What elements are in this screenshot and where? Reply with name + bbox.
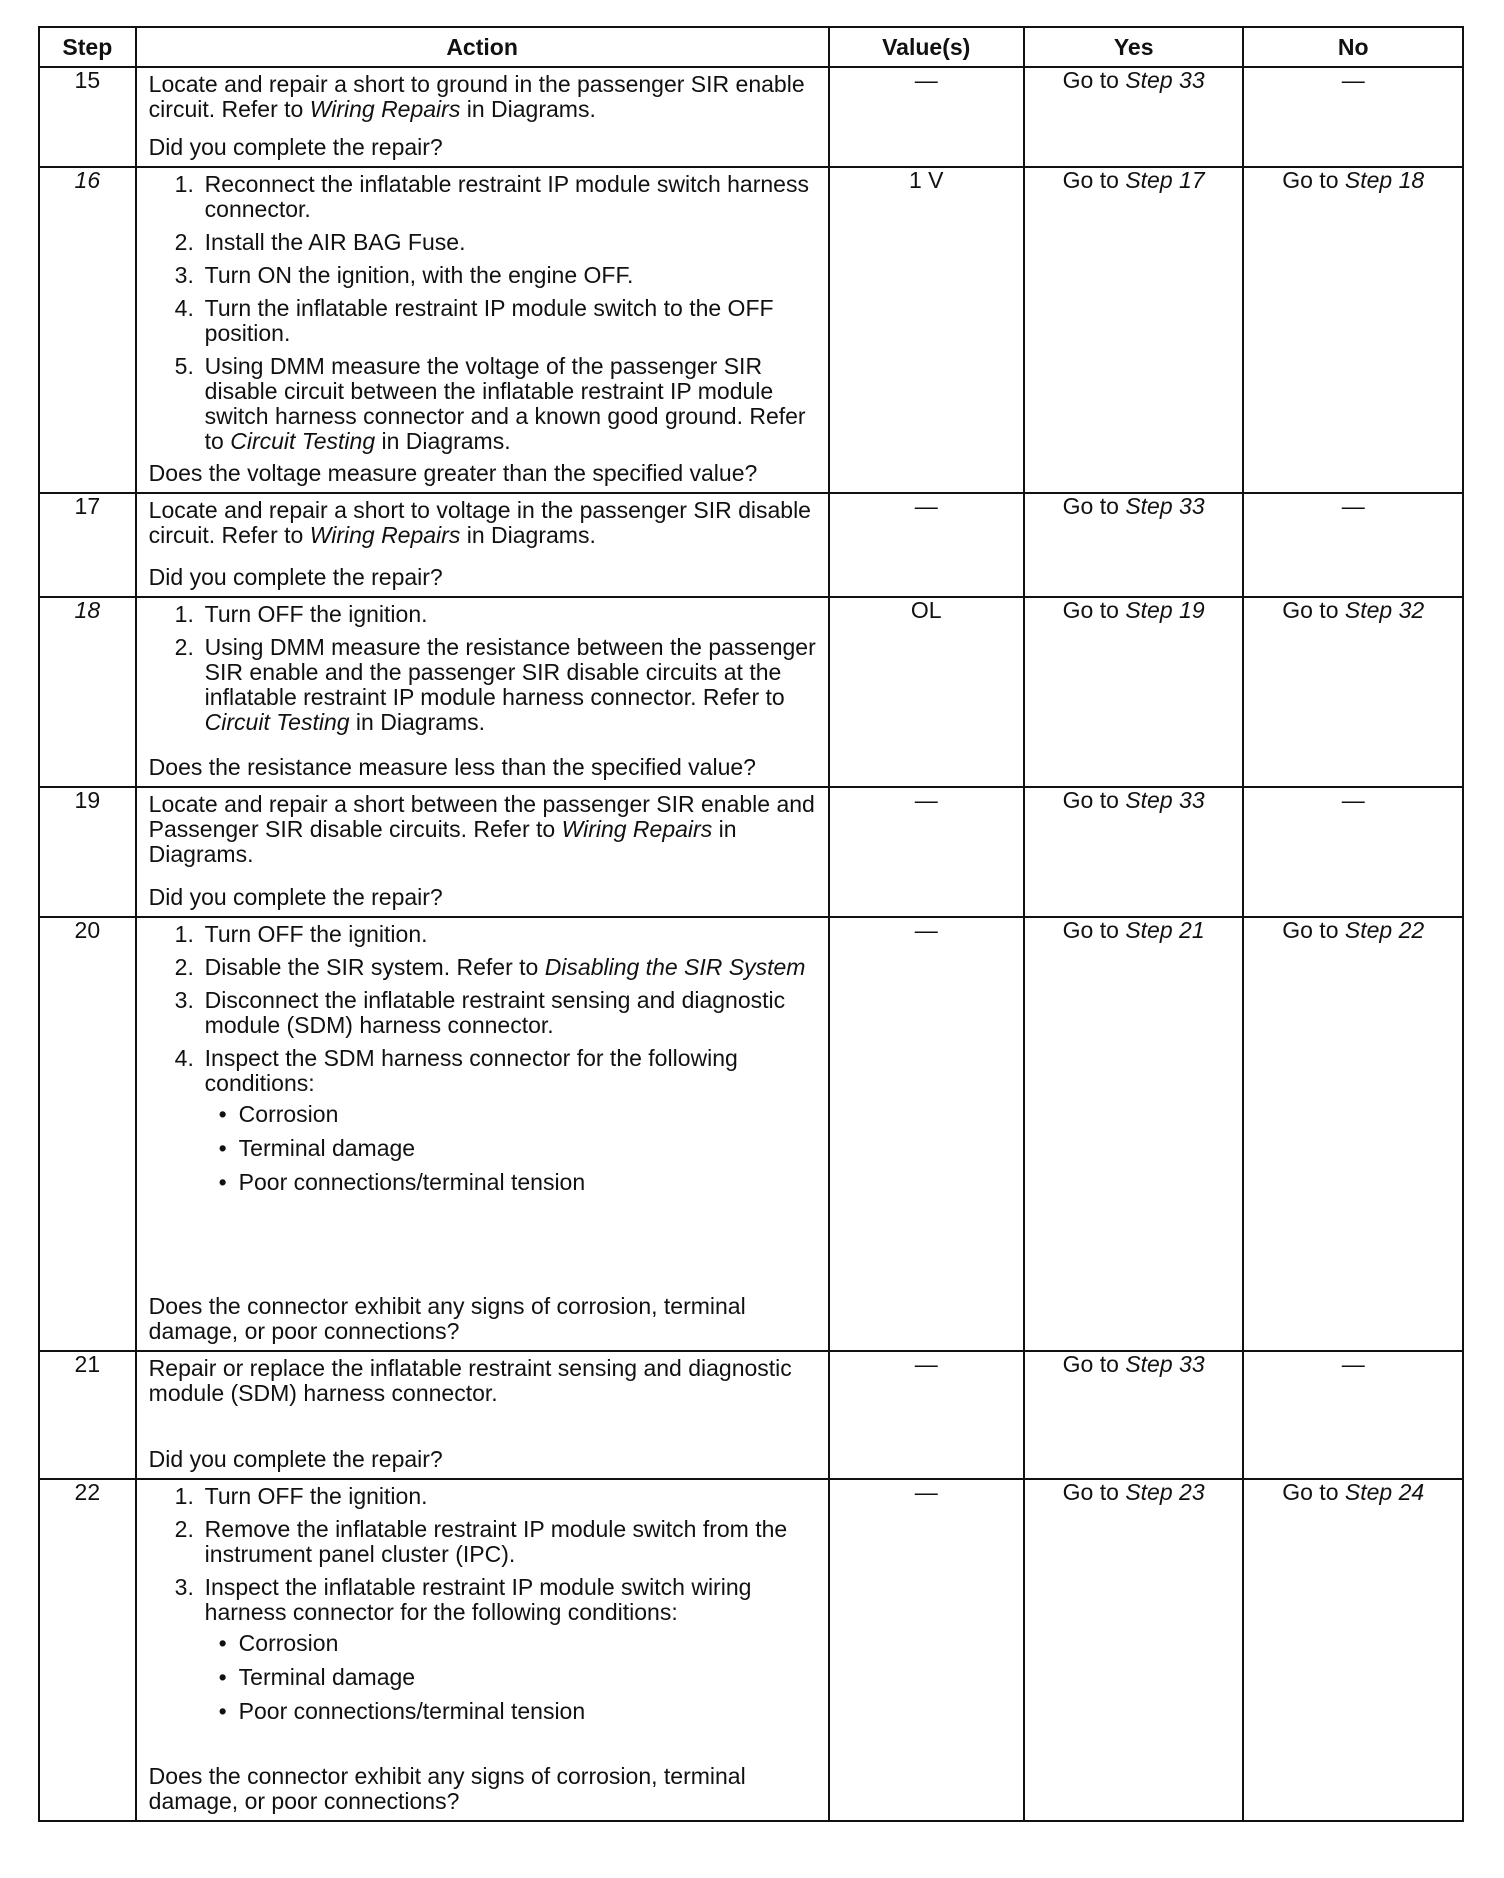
- yes-cell: Go to Step 23: [1024, 1479, 1244, 1821]
- reference-link: Wiring Repairs: [561, 816, 713, 842]
- table-row-step-19: [39, 787, 1463, 917]
- question-text: Did you complete the repair?: [148, 564, 443, 590]
- yes-cell: Go to Step 33: [1024, 787, 1244, 917]
- action-cell: [136, 1479, 829, 1821]
- list-item: 3. Disconnect the inflatable restraint sensing and diagnostic module (SDM) harness connector.: [174, 987, 786, 1038]
- yes-cell: Go to Step 33: [1024, 67, 1244, 167]
- step-number: 17: [39, 493, 136, 597]
- list-item: 1. Reconnect the inflatable restraint IP module switch harness connector.: [174, 171, 809, 222]
- list-item: 3. Inspect the inflatable restraint IP module switch wiring harness connector for the following conditions: • Corrosion • Terminal damage • Poor connections/terminal tension: [205, 1575, 818, 1724]
- table-row-step-15: [39, 67, 1463, 167]
- header-no: No: [1243, 27, 1463, 67]
- question-text: Did you complete the repair?: [148, 1446, 443, 1472]
- yes-goto-step: Step 21: [1125, 917, 1205, 943]
- list-item: • Terminal damage: [239, 1136, 818, 1161]
- step-number: 21: [39, 1351, 136, 1479]
- question-text: Does the connector exhibit any signs of corrosion, terminal damage, or poor connections?: [148, 1293, 746, 1344]
- yes-goto-step: Step 17: [1125, 167, 1205, 193]
- list-item: 4. Turn the inflatable restraint IP module switch to the OFF position.: [174, 295, 774, 346]
- list-item: 5. Using DMM measure the voltage of the passenger SIR disable circuit between the inflatable restraint IP module switch harness connector and a known good ground. Refer to Circuit Testing in Diagrams.: [174, 353, 806, 454]
- list-item: 1. Turn OFF the ignition.: [174, 1483, 428, 1509]
- list-item: • Corrosion: [239, 1631, 818, 1656]
- step-number: 15: [39, 67, 136, 167]
- list-item: 3. Turn ON the ignition, with the engine OFF.: [174, 262, 634, 288]
- step-number: 22: [39, 1479, 136, 1821]
- list-item: 4. Inspect the SDM harness connector for the following conditions: • Corrosion • Terminal damage • Poor connections/terminal tension: [205, 1046, 818, 1195]
- value-cell: —: [829, 67, 1024, 167]
- no-cell: Go to Step 24: [1243, 1479, 1463, 1821]
- yes-goto-step: Step 33: [1125, 493, 1205, 519]
- no-goto-step: Step 22: [1344, 917, 1425, 943]
- no-cell: —: [1243, 493, 1463, 597]
- list-item: • Terminal damage: [239, 1665, 818, 1690]
- list-item: • Poor connections/terminal tension: [239, 1170, 818, 1195]
- list-item: 2. Using DMM measure the resistance between the passenger SIR enable and the passenger SIR disable circuits at the inflatable restraint IP module harness connector. Refer to Circuit Testing in Diagrams.: [174, 634, 816, 735]
- step-number: 19: [39, 787, 136, 917]
- value-cell: —: [829, 917, 1024, 1351]
- no-goto-step: Step 18: [1344, 167, 1425, 193]
- no-cell: —: [1243, 67, 1463, 167]
- yes-cell: Go to Step 33: [1024, 1351, 1244, 1479]
- value-cell: —: [829, 1351, 1024, 1479]
- condition-list: [205, 1102, 818, 1195]
- list-item: 1. Turn OFF the ignition.: [174, 601, 428, 627]
- no-cell: —: [1243, 1351, 1463, 1479]
- instruction-list: [149, 602, 818, 735]
- action-text: Repair or replace the inflatable restraint sensing and diagnostic module (SDM) harness connector.: [148, 1355, 792, 1406]
- yes-cell: Go to Step 19: [1024, 597, 1244, 787]
- action-text: Locate and repair a short to voltage in the passenger SIR disable circuit. Refer to Wiring Repairs in Diagrams.: [148, 497, 811, 548]
- instruction-list: [149, 922, 818, 1195]
- question-text: Did you complete the repair?: [148, 884, 443, 910]
- step-number: 20: [39, 917, 136, 1351]
- no-cell: Go to Step 32: [1243, 597, 1463, 787]
- no-cell: Go to Step 22: [1243, 917, 1463, 1351]
- table-row-step-17: [39, 493, 1463, 597]
- yes-goto-step: Step 33: [1125, 787, 1205, 813]
- header-step: Step: [39, 27, 136, 67]
- action-cell: [136, 787, 829, 917]
- table-row-step-16: [39, 167, 1463, 493]
- value-cell: —: [829, 787, 1024, 917]
- reference-link: Circuit Testing: [204, 709, 350, 735]
- list-item: • Poor connections/terminal tension: [239, 1699, 818, 1724]
- table-row-step-18: [39, 597, 1463, 787]
- header-values: Value(s): [829, 27, 1024, 67]
- action-cell: [136, 917, 829, 1351]
- step-number: 18: [39, 597, 136, 787]
- header-yes: Yes: [1024, 27, 1244, 67]
- list-item: 2. Install the AIR BAG Fuse.: [174, 229, 466, 255]
- action-cell: [136, 493, 829, 597]
- reference-link: Disabling the SIR System: [544, 954, 806, 980]
- action-cell: [136, 1351, 829, 1479]
- table-row-step-22: [39, 1479, 1463, 1821]
- list-item: • Corrosion: [239, 1102, 818, 1127]
- yes-goto-step: Step 33: [1125, 67, 1205, 93]
- list-item: 1. Turn OFF the ignition.: [174, 921, 428, 947]
- question-text: Does the voltage measure greater than the specified value?: [148, 460, 758, 486]
- question-text: Does the connector exhibit any signs of corrosion, terminal damage, or poor connections?: [148, 1763, 746, 1814]
- instruction-list: [149, 172, 818, 454]
- header-action: Action: [136, 27, 829, 67]
- list-item: 2. Remove the inflatable restraint IP module switch from the instrument panel cluster (IPC).: [174, 1516, 788, 1567]
- yes-goto-step: Step 19: [1125, 597, 1205, 623]
- question-text: Did you complete the repair?: [148, 134, 443, 160]
- action-text: Locate and repair a short to ground in the passenger SIR enable circuit. Refer to Wiring Repairs in Diagrams.: [148, 71, 805, 122]
- yes-cell: Go to Step 21: [1024, 917, 1244, 1351]
- action-cell: [136, 167, 829, 493]
- value-cell: 1 V: [829, 167, 1024, 493]
- reference-link: Circuit Testing: [230, 428, 376, 454]
- table-row-step-21: [39, 1351, 1463, 1479]
- yes-cell: Go to Step 17: [1024, 167, 1244, 493]
- no-cell: Go to Step 18: [1243, 167, 1463, 493]
- yes-goto-step: Step 23: [1125, 1479, 1205, 1505]
- action-cell: [136, 597, 829, 787]
- no-goto-step: Step 32: [1344, 597, 1425, 623]
- instruction-list: [149, 1484, 818, 1724]
- step-number: 16: [39, 167, 136, 493]
- yes-goto-step: Step 33: [1125, 1351, 1205, 1377]
- diagnostic-table: [38, 26, 1464, 1822]
- header-row: [39, 27, 1463, 67]
- no-cell: —: [1243, 787, 1463, 917]
- no-goto-step: Step 24: [1344, 1479, 1425, 1505]
- value-cell: OL: [829, 597, 1024, 787]
- yes-cell: Go to Step 33: [1024, 493, 1244, 597]
- table-row-step-20: [39, 917, 1463, 1351]
- action-cell: [136, 67, 829, 167]
- action-text: Locate and repair a short between the passenger SIR enable and Passenger SIR disable circuits. Refer to Wiring Repairs in Diagrams.: [148, 791, 815, 867]
- reference-link: Wiring Repairs: [309, 96, 461, 122]
- value-cell: —: [829, 1479, 1024, 1821]
- reference-link: Wiring Repairs: [309, 522, 461, 548]
- condition-list: [205, 1631, 818, 1724]
- list-item: 2. Disable the SIR system. Refer to Disabling the SIR System: [174, 954, 806, 980]
- value-cell: —: [829, 493, 1024, 597]
- question-text: Does the resistance measure less than the specified value?: [148, 754, 756, 780]
